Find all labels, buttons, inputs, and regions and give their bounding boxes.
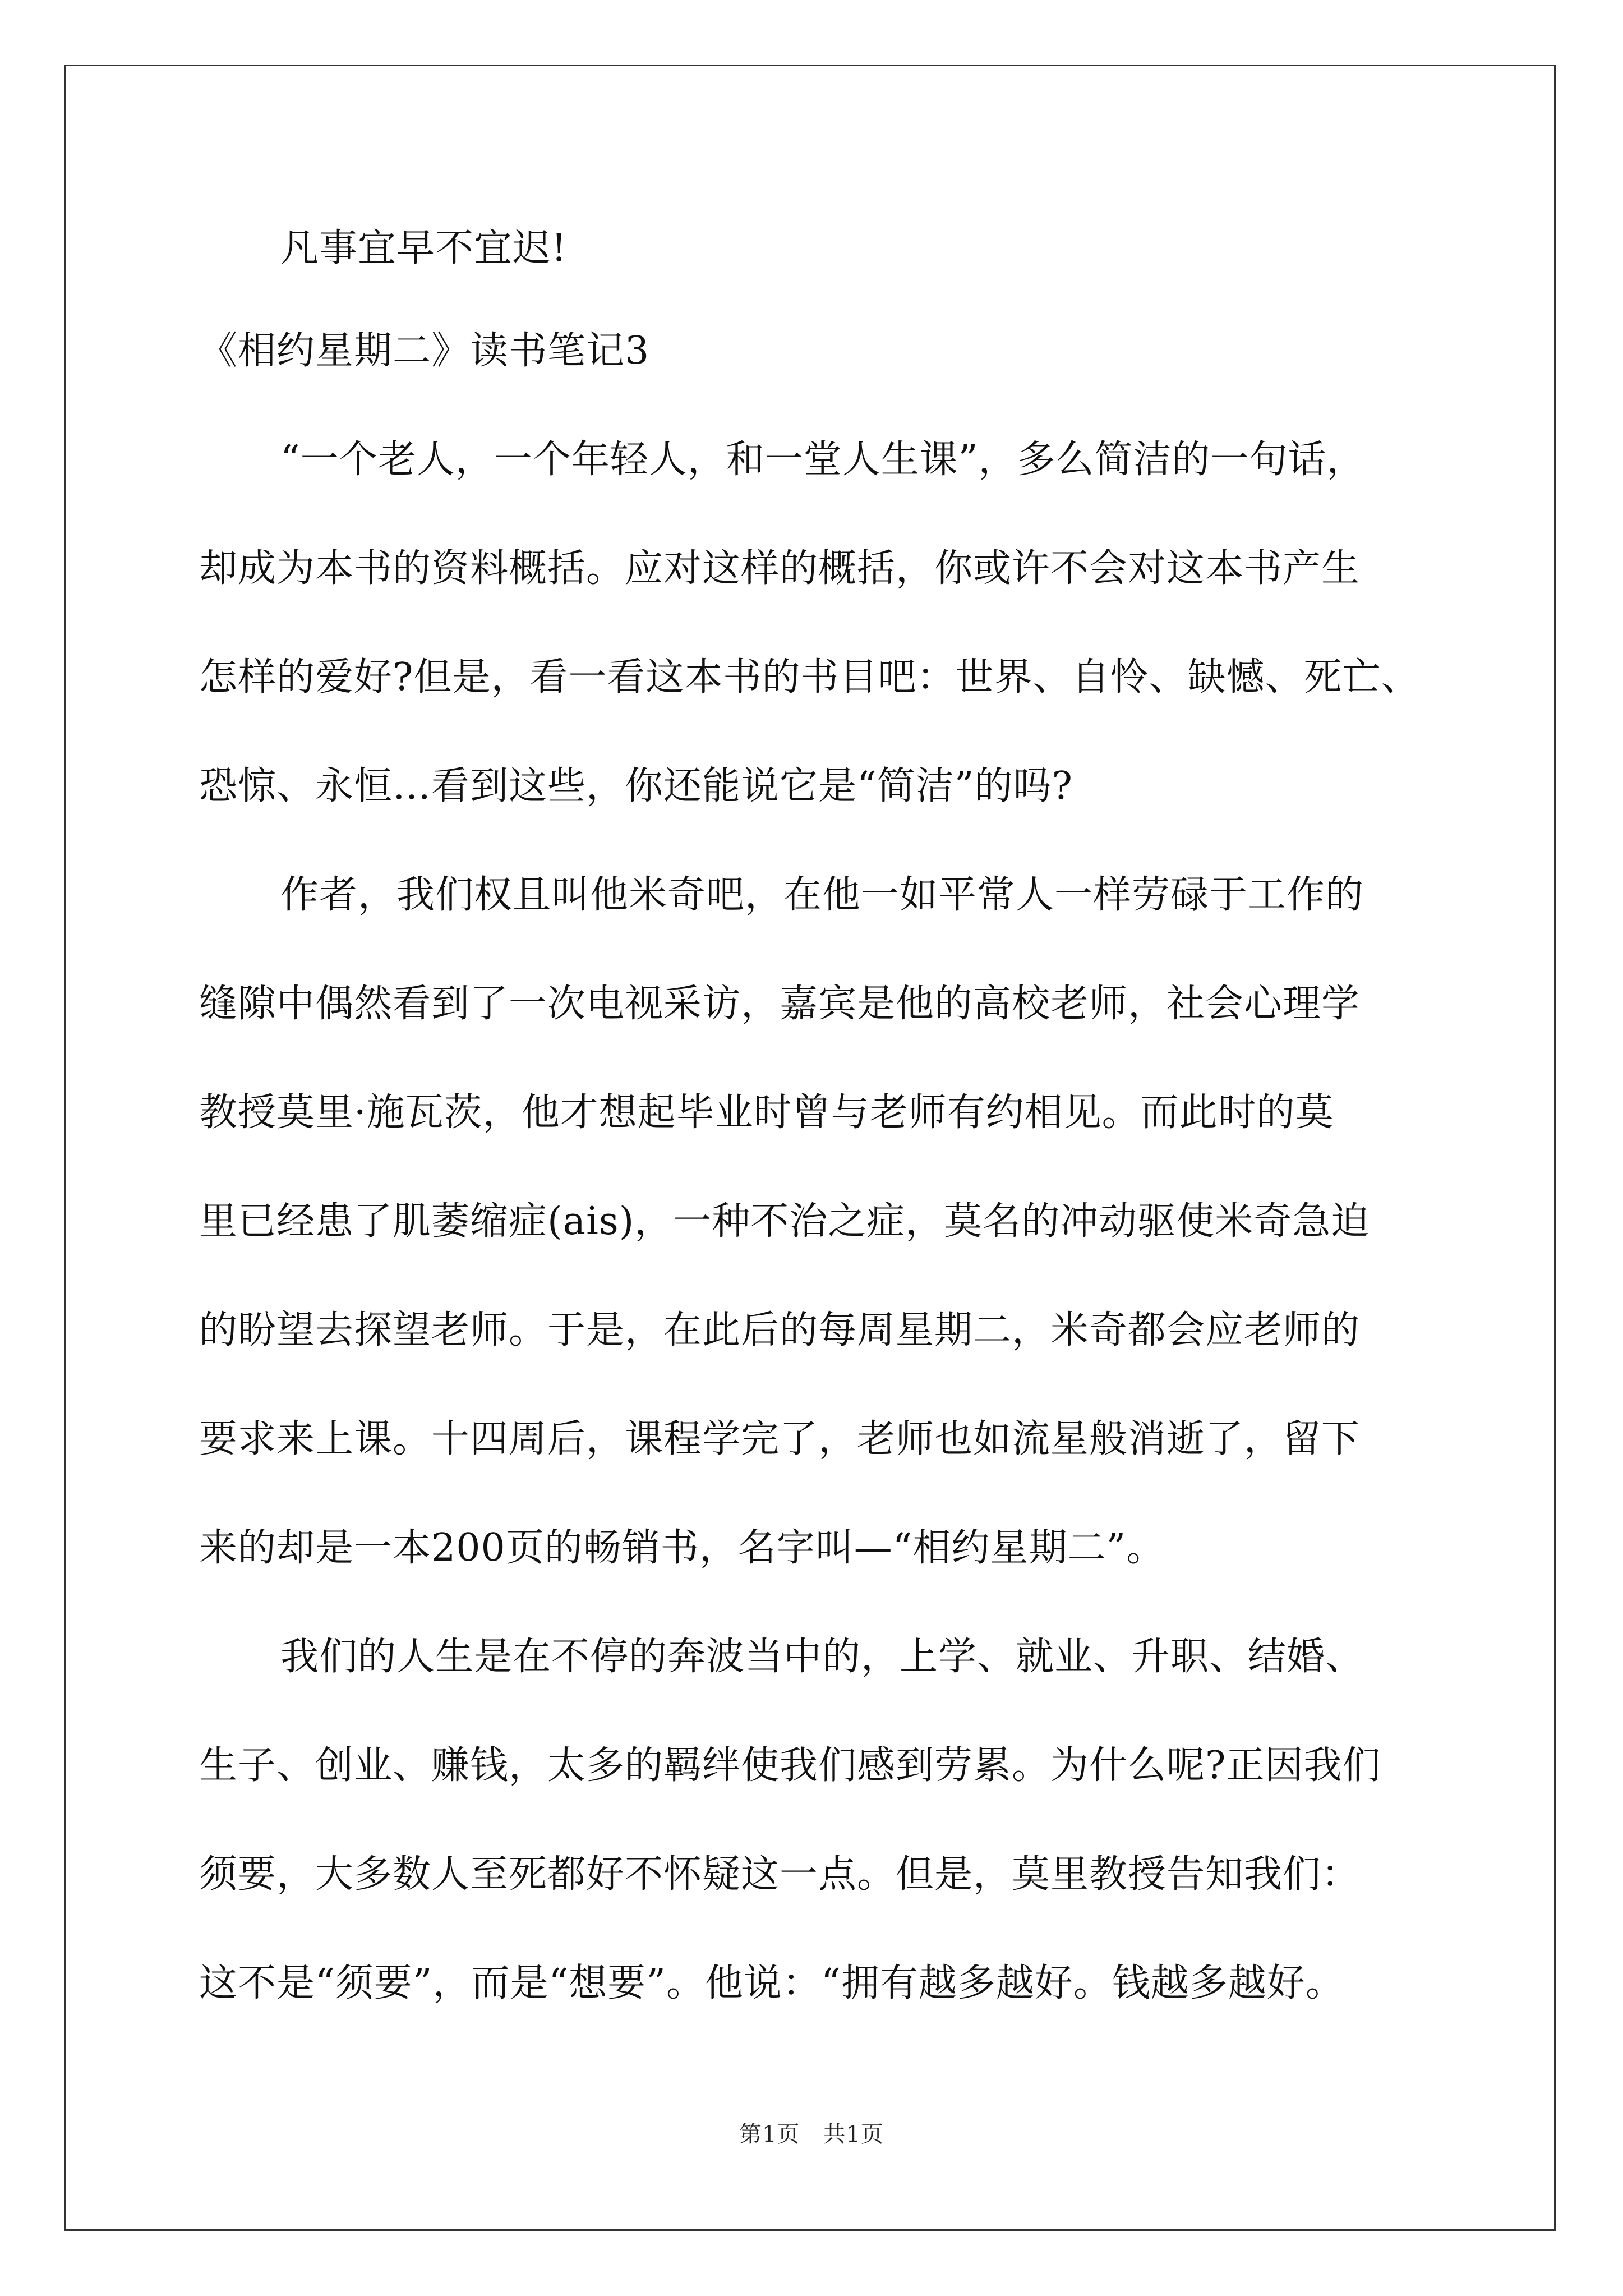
text-line: 里已经患了肌萎缩症(ais)，一种不治之症，莫名的冲动驱使米奇急迫: [199, 1199, 1370, 1244]
text-line: 恐惊、永恒…看到这些，你还能说它是“简洁”的吗?: [199, 764, 1073, 808]
text-line: 作者，我们权且叫他米奇吧，在他一如平常人一样劳碌于工作的: [280, 873, 1364, 917]
text-line: 来的却是一本200页的畅销书，名字叫—“相约星期二”。: [199, 1526, 1165, 1570]
text-line: 须要，大多数人至死都好不怀疑这一点。但是，莫里教授告知我们：: [199, 1852, 1361, 1897]
text-line: 这不是“须要”，而是“想要”。他说：“拥有越多越好。钱越多越好。: [199, 1961, 1344, 2005]
text-line: 凡事宜早不宜迟!: [280, 226, 568, 270]
page-border: [64, 65, 1556, 2231]
text-line: 怎样的爱好?但是，看一看这本书的书目吧：世界、自怜、缺憾、死亡、: [199, 655, 1420, 700]
text-line: 要求来上课。十四周后，课程学完了，老师也如流星般消逝了，留下: [199, 1417, 1361, 1461]
text-line: 却成为本书的资料概括。应对这样的概括，你或许不会对这本书产生: [199, 546, 1361, 591]
text-line: 的盼望去探望老师。于是，在此后的每周星期二，米奇都会应老师的: [199, 1308, 1361, 1352]
text-line: 教授莫里·施瓦茨，他才想起毕业时曾与老师有约相见。而此时的莫: [199, 1091, 1334, 1135]
section-heading: 《相约星期二》读书笔记3: [199, 329, 650, 373]
text-line: “一个老人，一个年轻人，和一堂人生课”，多么简洁的一句话，: [280, 438, 1366, 482]
text-line: 缝隙中偶然看到了一次电视采访，嘉宾是他的高校老师，社会心理学: [199, 982, 1361, 1026]
page-footer: 第1页 共1页: [739, 2122, 884, 2147]
text-line: 我们的人生是在不停的奔波当中的，上学、就业、升职、结婚、: [280, 1635, 1364, 1679]
text-line: 生子、创业、赚钱，太多的羁绊使我们感到劳累。为什么呢?正因我们: [199, 1743, 1381, 1788]
